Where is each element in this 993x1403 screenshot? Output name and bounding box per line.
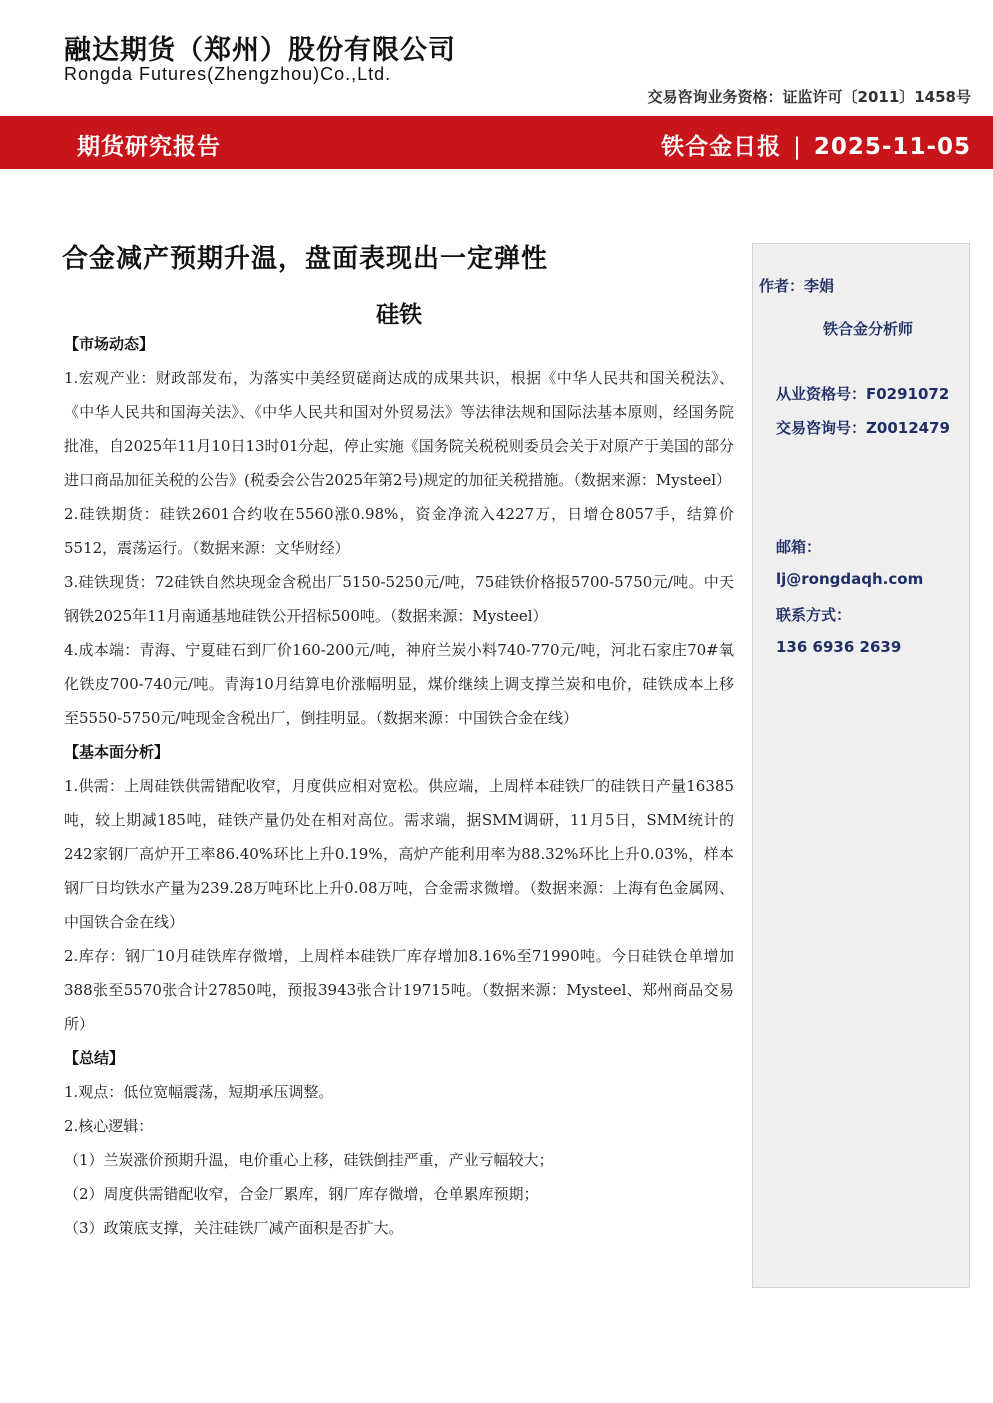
report-banner xyxy=(0,116,993,169)
report-body xyxy=(64,327,734,1245)
fundamental-paragraph: 2.库存：钢厂10月硅铁库存微增，上周样本硅铁厂库存增加8.16%至71990吨。今日硅铁仓单增加388张至5570张合计27850吨，预报3943张合计19715吨。（数据来源：Mysteel、郑州商品交易所） xyxy=(64,947,734,1033)
summary-paragraph: （3）政策底支撑，关注硅铁厂减产面积是否扩大。 xyxy=(64,1219,404,1237)
summary-paragraph: 1.观点：低位宽幅震荡，短期承压调整。 xyxy=(64,1083,334,1101)
email-label: 邮箱： xyxy=(776,538,822,556)
author-name: 作者：李娟 xyxy=(759,277,835,295)
author-role: 铁合金分析师 xyxy=(823,320,914,338)
email-link[interactable]: lj@rongdaqh.com xyxy=(776,570,924,588)
report-date: 2025-11-05 xyxy=(813,134,971,160)
summary-paragraph: （1）兰炭涨价预期升温，电价重心上移，硅铁倒挂严重，产业亏幅较大； xyxy=(64,1151,554,1169)
market-paragraph: 3.硅铁现货：72硅铁自然块现金含税出厂5150-5250元/吨，75硅铁价格报5700-5750元/吨。中天钢铁2025年11月南通基地硅铁公开招标500吨。（数据来源：Mysteel） xyxy=(64,573,734,625)
report-meta xyxy=(661,128,971,161)
license-info: 交易咨询业务资格：证监许可〔2011〕1458号 xyxy=(647,88,971,106)
qualification-number: 从业资格号：F0291072 xyxy=(776,385,950,403)
phone-number: 136 6936 2639 xyxy=(776,638,902,656)
contact-label: 联系方式： xyxy=(776,606,852,624)
report-subtitle: 硅铁 xyxy=(376,302,422,328)
report-name: 铁合金日报 xyxy=(661,134,782,160)
report-type: 期货研究报告 xyxy=(77,134,221,160)
fundamental-paragraph: 1.供需：上周硅铁供需错配收窄，月度供应相对宽松。供应端，上周样本硅铁厂的硅铁日产量16385吨，较上期减185吨，硅铁产量仍处在相对高位。需求端，据SMM调研，11月5日，SMM统计的242家钢厂高炉开工率86.40%环比上升0.19%，高炉产能利用率为88.32%环比上升0.03%，样本钢厂日均铁水产量为239.28万吨环比上升0.08万吨，合金需求微增。（数据来源：上海有色金属网、中国铁合金在线） xyxy=(64,777,734,931)
summary-paragraph: （2）周度供需错配收窄，合金厂累库，钢厂库存微增，仓单累库预期； xyxy=(64,1185,539,1203)
market-paragraph: 1.宏观产业：财政部发布，为落实中美经贸磋商达成的成果共识，根据《中华人民共和国关税法》、《中华人民共和国海关法》、《中华人民共和国对外贸易法》等法律法规和国际法基本原则，经国务院批准，自2025年11月10日13时01分起，停止实施《国务院关税税则委员会关于对原产于美国的部分进口商品加征关税的公告》(税委会公告2025年第2号)规定的加征关税措施。（数据来源：Mysteel） xyxy=(64,369,734,489)
market-paragraph: 2.硅铁期货：硅铁2601合约收在5560涨0.98%，资金净流入4227万，日增仓8057手，结算价5512，震荡运行。（数据来源：文华财经） xyxy=(64,505,734,557)
author-sidebar xyxy=(752,243,970,1288)
section-heading-fundamental: 【基本面分析】 xyxy=(64,743,170,761)
report-title: 合金减产预期升温，盘面表现出一定弹性 xyxy=(62,244,549,274)
company-name-en: Rongda Futures(Zhengzhou)Co.,Ltd. xyxy=(64,64,392,84)
section-heading-market: 【市场动态】 xyxy=(64,335,155,353)
section-heading-summary: 【总结】 xyxy=(64,1049,125,1067)
summary-paragraph: 2.核心逻辑： xyxy=(64,1117,154,1135)
market-paragraph: 4.成本端：青海、宁夏硅石到厂价160-200元/吨，神府兰炭小料740-770元/吨，河北石家庄70#氧化铁皮700-740元/吨。青海10月结算电价涨幅明显，煤价继续上调支撑兰炭和电价，硅铁成本上移至5550-5750元/吨现金含税出厂，倒挂明显。（数据来源：中国铁合金在线） xyxy=(64,641,734,727)
consult-number: 交易咨询号：Z0012479 xyxy=(776,419,950,437)
banner-separator: | xyxy=(793,134,802,160)
company-name-cn: 融达期货（郑州）股份有限公司 xyxy=(64,35,456,66)
